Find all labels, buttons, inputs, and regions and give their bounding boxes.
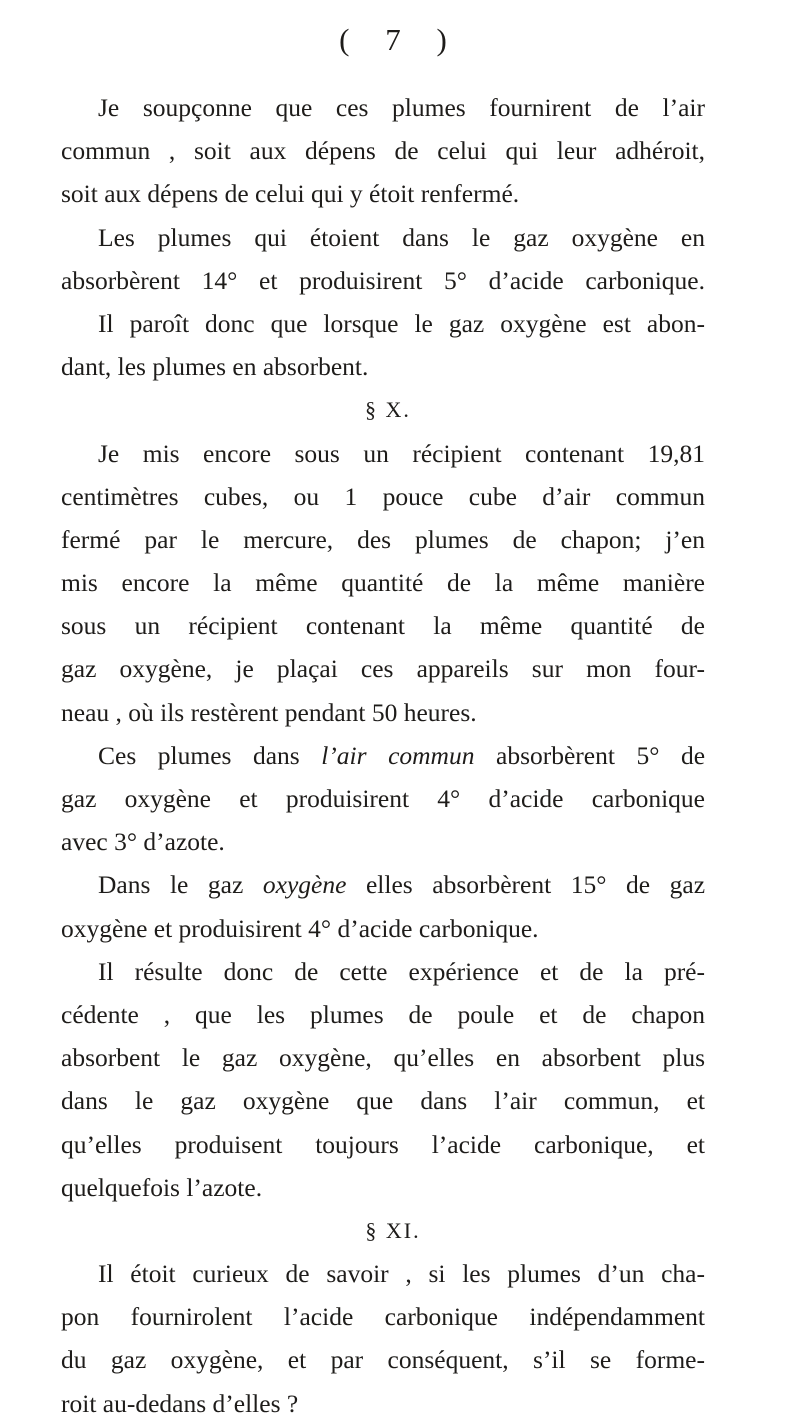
text-line: cédente , que les plumes de poule et de chapon <box>61 999 705 1029</box>
text-line: absorbèrent 14° et produisirent 5° d’acide carbonique. <box>61 265 705 295</box>
text-line: avec 3° d’azote. <box>61 827 225 857</box>
text-run: Dans le gaz <box>98 870 263 900</box>
text-line: mis encore la même quantité de la même manière <box>61 568 705 598</box>
text-line: centimètres cubes, ou 1 pouce cube d’air commun <box>61 481 705 511</box>
text-line: commun , soit aux dépens de celui qui leur adhéroit, <box>61 136 705 166</box>
text-line: Les plumes qui étoient dans le gaz oxygène en <box>98 222 705 252</box>
text-run: absorbèrent 5° de <box>474 740 706 770</box>
text-line: Il étoit curieux de savoir , si les plumes d’un cha- <box>98 1259 705 1289</box>
text-line: Je soupçonne que ces plumes fournirent de l’air <box>98 93 705 122</box>
section-heading: § XI. <box>365 1217 421 1243</box>
section-heading: § X. <box>365 397 411 423</box>
text-line: Je mis encore sous un récipient contenant 19,81 <box>98 438 705 468</box>
text-line: dant, les plumes en absorbent. <box>61 352 369 382</box>
text-line: gaz oxygène et produisirent 4° d’acide carbonique <box>61 784 705 813</box>
text-line: Il paroît donc que lorsque le gaz oxygène est abon- <box>98 308 705 338</box>
text-run: elles absorbèrent 15° de gaz <box>346 870 706 900</box>
text-line: qu’elles produisent toujours l’acide carbonique, et <box>61 1129 705 1159</box>
text-line: fermé par le mercure, des plumes de chapon; j’en <box>61 524 705 554</box>
text-line: dans le gaz oxygène que dans l’air commun, et <box>61 1086 705 1116</box>
italic-run: l’air commun <box>321 740 475 770</box>
text-line: soit aux dépens de celui qui y étoit renfermé. <box>61 179 520 209</box>
text-line: pon fournirolent l’acide carbonique indépendamment <box>61 1302 705 1332</box>
text-run: Ces plumes dans <box>98 740 322 770</box>
text-block <box>61 86 705 1425</box>
page-number: ( 7 ) <box>339 22 461 57</box>
text-line: neau , où ils restèrent pendant 50 heures. <box>61 697 477 727</box>
text-line: absorbent le gaz oxygène, qu’elles en absorbent plus <box>61 1043 705 1073</box>
text-line: roit au-dedans d’elles ? <box>61 1388 299 1418</box>
text-line <box>61 863 705 906</box>
text-line: sous un récipient contenant la même quantité de <box>61 611 705 641</box>
italic-run: oxygène <box>262 870 347 900</box>
text-line: oxygène et produisirent 4° d’acide carbonique. <box>61 913 539 943</box>
text-line: du gaz oxygène, et par conséquent, s’il se forme- <box>61 1345 705 1375</box>
text-line: Il résulte donc de cette expérience et de la pré- <box>98 956 705 986</box>
text-line: gaz oxygène, je plaçai ces appareils sur mon four- <box>61 654 705 684</box>
text-line: quelquefois l’azote. <box>61 1172 263 1202</box>
text-line <box>61 734 705 777</box>
